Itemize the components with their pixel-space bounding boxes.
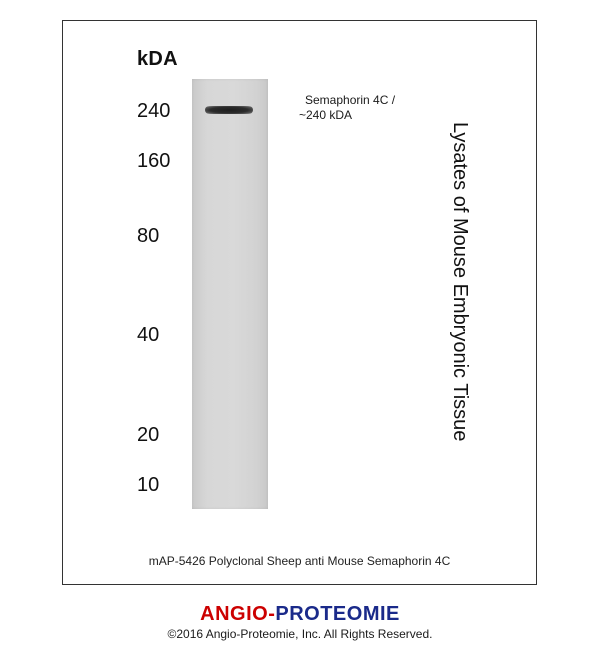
kda-axis-label: kDA <box>137 48 178 70</box>
sample-label-text: Lysates of Mouse Embryonic Tissue <box>449 122 471 442</box>
brand-separator: - <box>268 603 276 625</box>
marker-20: 20 <box>137 424 160 446</box>
figure-caption: mAP-5426 Polyclonal Sheep anti Mouse Semaphorin 4C <box>148 554 451 568</box>
marker-80: 80 <box>137 225 160 247</box>
sample-label <box>442 122 482 477</box>
band-annotation-protein: Semaphorin 4C / <box>305 93 396 107</box>
blot-lane <box>192 79 268 509</box>
band-annotation-size: ~240 kDA <box>299 108 353 122</box>
marker-40: 40 <box>137 324 160 346</box>
marker-240: 240 <box>137 100 171 122</box>
marker-10: 10 <box>137 474 160 496</box>
brand-part-1: ANGIO <box>200 603 269 625</box>
copyright-notice: ©2016 Angio-Proteomie, Inc. All Rights Reserved. <box>167 627 433 641</box>
brand-logo <box>0 603 600 626</box>
brand-part-2: PROTEOMIE <box>275 603 400 625</box>
protein-band <box>205 106 253 114</box>
marker-160: 160 <box>137 150 171 172</box>
